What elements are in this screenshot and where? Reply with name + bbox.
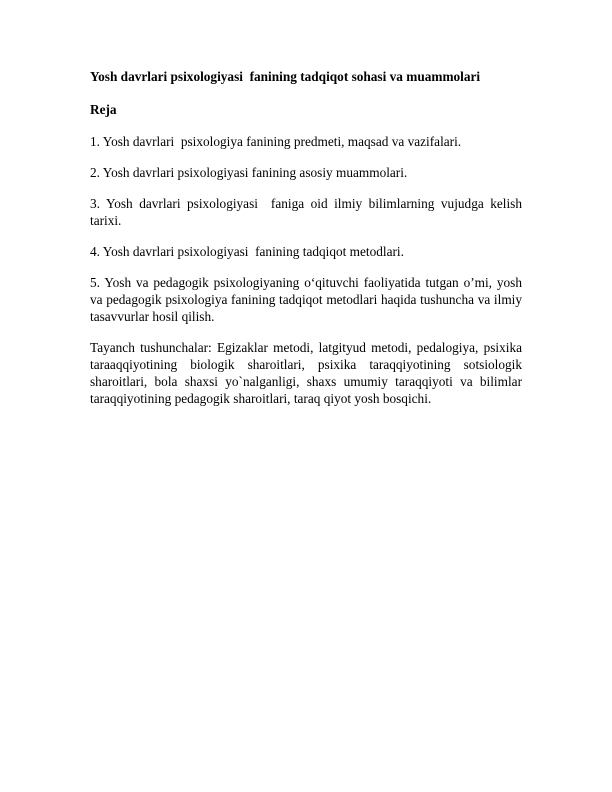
document-title: Yosh davrlari psixologiyasi fanining tadqiqot sohasi va muammolari <box>90 69 481 84</box>
plan-item-3: 3. Yosh davrlari psixologiyasi faniga oid ilmiy bilimlarning vujudga kelish tarixi. <box>90 196 526 228</box>
key-concepts-paragraph: Tayanch tushunchalar: Egizaklar metodi, latgityud metodi, pedalogiya, psixika taraaqqiyotining biologik sharoitlari, psixika taraqqiyotining sotsiologik sharoitlari, bola shaxsi yo`nalganligi, shaxs umumiy taraqqiyoti va bilimlar taraqqiyotining pedagogik sharoitlari, taraq qiyot yosh bosqichi. <box>90 340 526 406</box>
plan-item-4: 4. Yosh davrlari psixologiyasi fanining tadqiqot metodlari. <box>90 244 404 259</box>
plan-heading: Reja <box>90 102 117 117</box>
plan-item-5: 5. Yosh va pedagogik psixologiyaning o‘qituvchi faoliyatida tutgan o’mi, yosh va pedagogik psixologiya fanining tadqiqot metodlari haqida tushuncha va ilmiy tasavvurlar hosil qilish. <box>90 275 526 324</box>
plan-item-1: 1. Yosh davrlari psixologiya fanining predmeti, maqsad va vazifalari. <box>90 134 462 149</box>
plan-item-2: 2. Yosh davrlari psixologiyasi fanining asosiy muammolari. <box>90 165 408 180</box>
